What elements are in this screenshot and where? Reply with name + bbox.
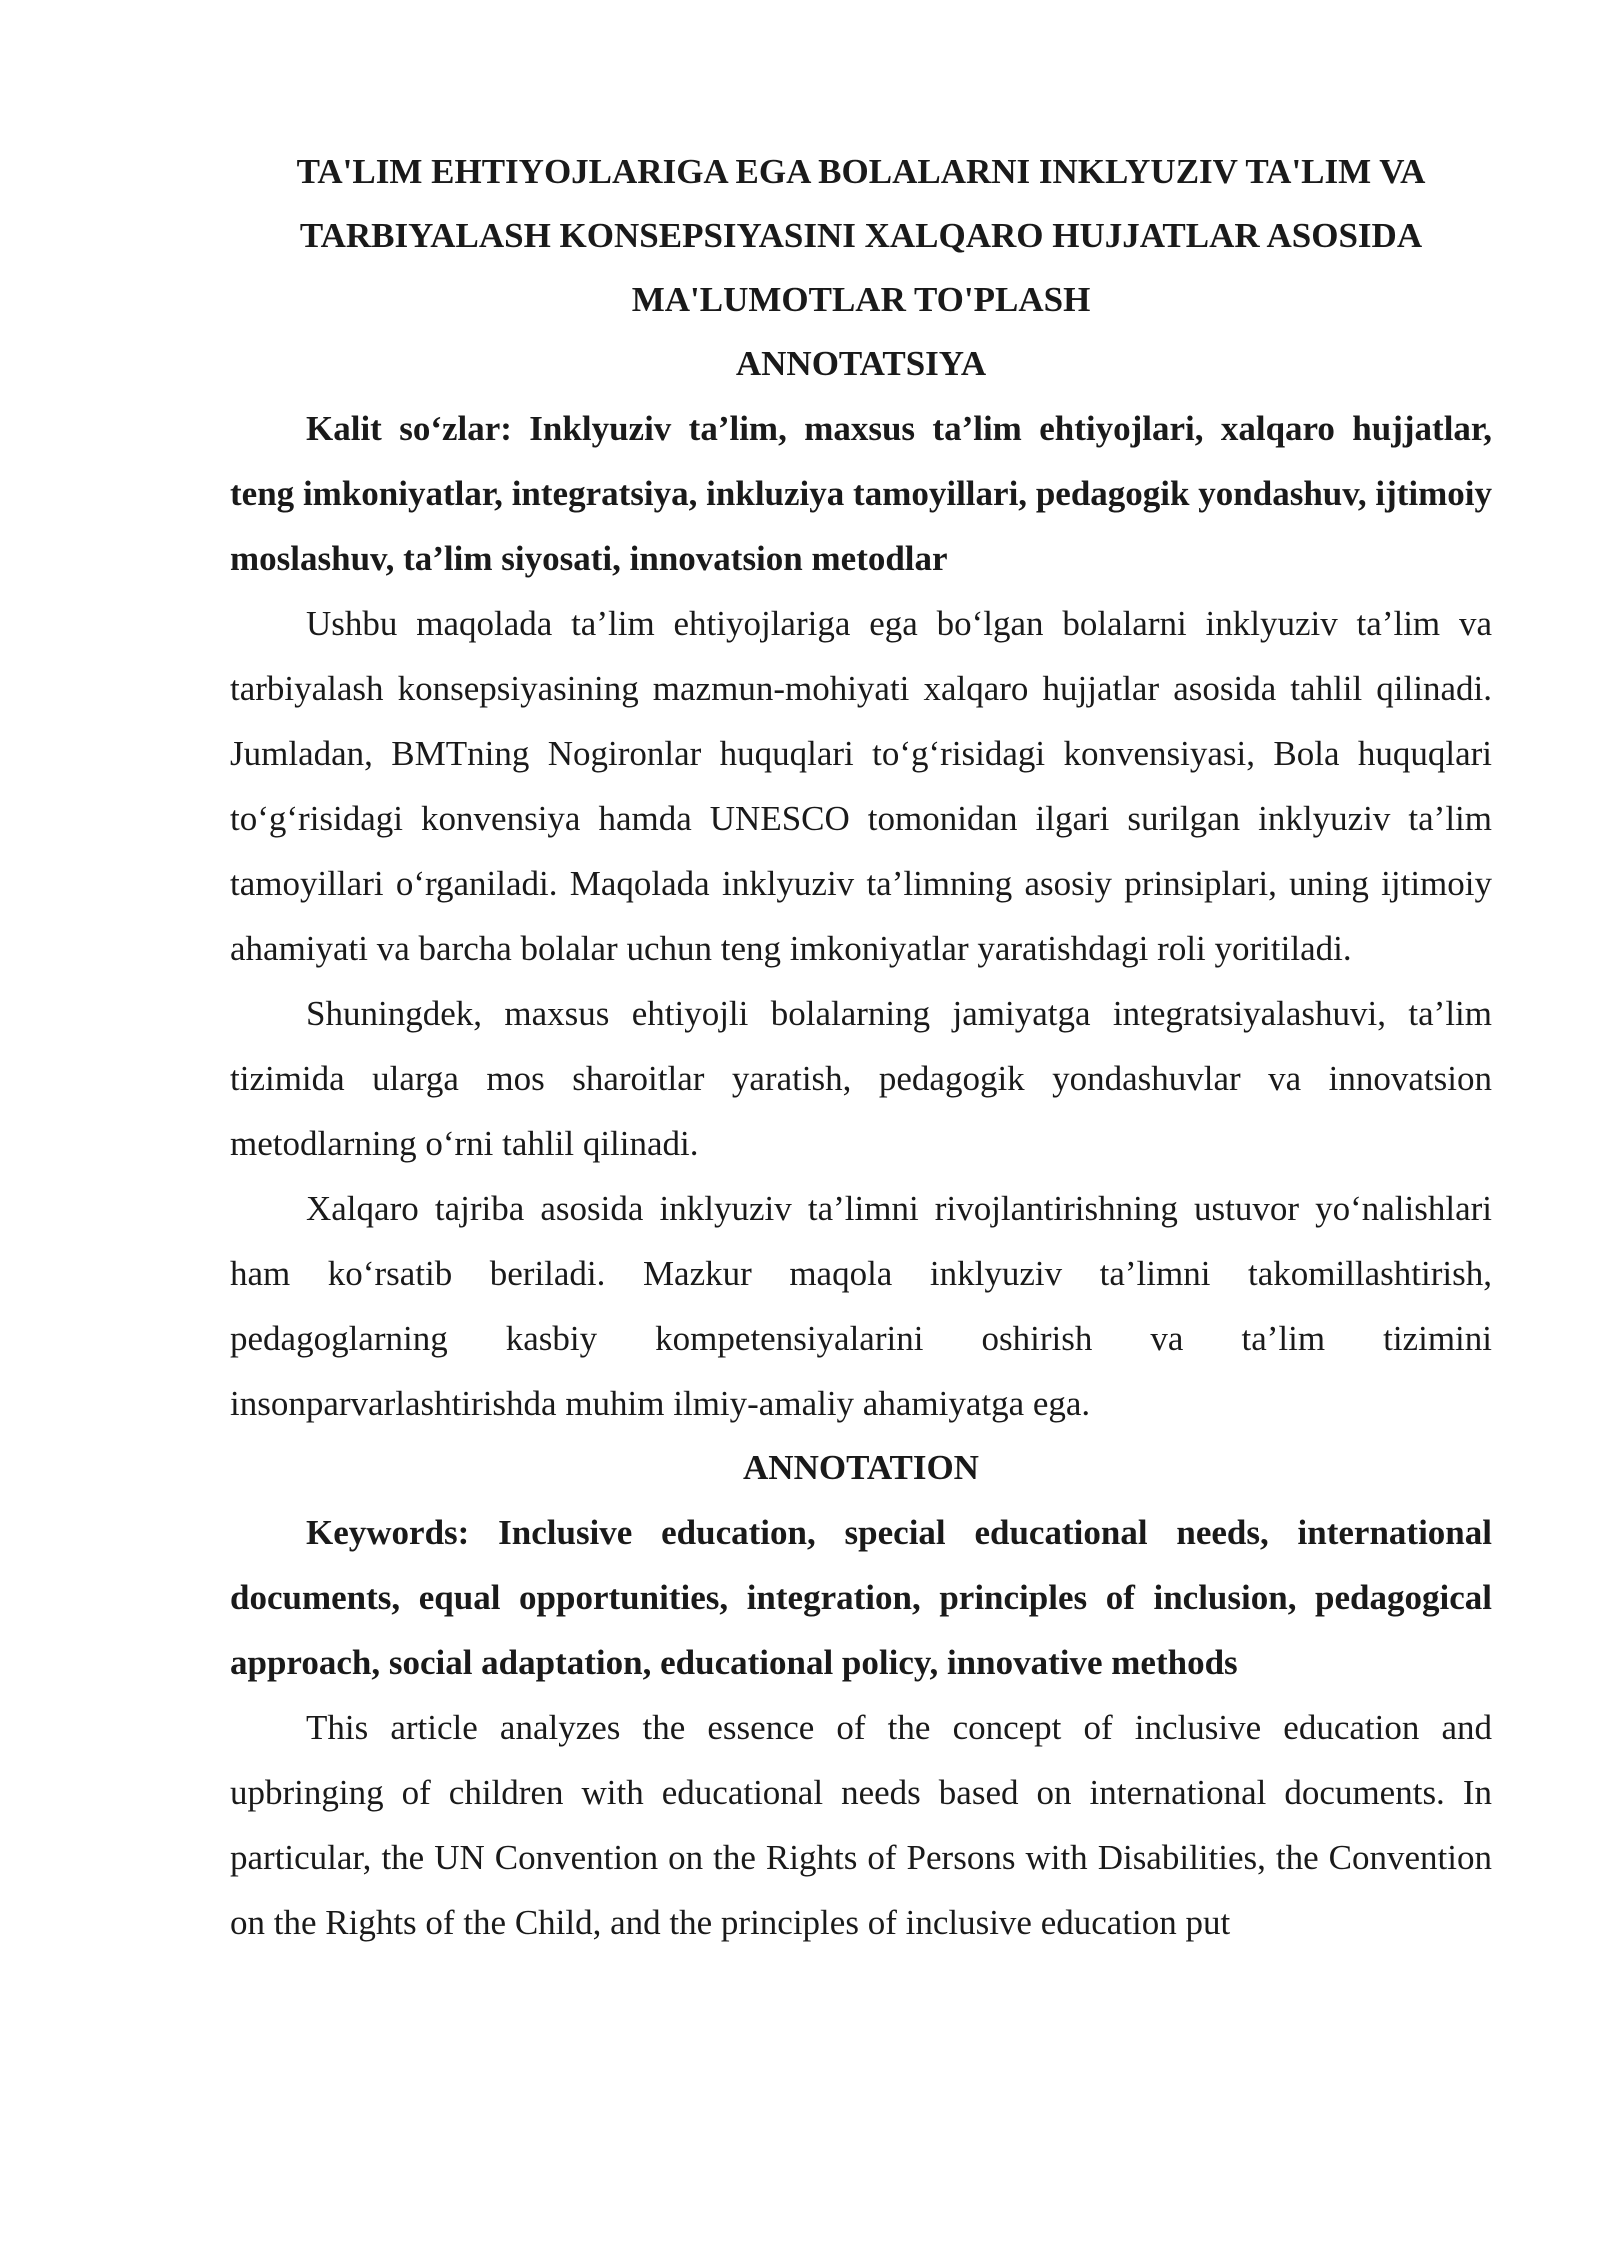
uz-annotation-heading: ANNOTATSIYA xyxy=(735,344,987,383)
en-keywords: Keywords: Inclusive education, special educational needs, international documents, equal opportunities, integration, principles of inclusion, pedagogical approach, social adaptation, educational policy, innovative methods xyxy=(230,1513,1492,1682)
uz-keywords: Kalit so‘zlar: Inklyuziv ta’lim, maxsus ta’lim ehtiyojlari, xalqaro hujjatlar, teng imkoniyatlar, integratsiya, inkluziya tamoyillari, pedagogik yondashuv, ijtimoiy moslashuv, ta’lim siyosati, innovatsion metodlar xyxy=(230,409,1492,578)
uz-paragraph-3: Xalqaro tajriba asosida inklyuziv ta’limni rivojlantirishning ustuvor yo‘nalishlari ham ko‘rsatib beriladi. Mazkur maqola inklyuziv ta’limni takomillashtirish, pedagoglarning kasbiy kompetensiyalarini oshirish va ta’lim tizimini insonparvarlashtirishda muhim ilmiy-amaliy ahamiyatga ega. xyxy=(230,1189,1492,1423)
title-line-2: TARBIYALASH KONSEPSIYASINI XALQARO HUJJATLAR ASOSIDA xyxy=(299,216,1423,255)
en-annotation-heading: ANNOTATION xyxy=(743,1448,979,1487)
title-line-1: TA'LIM EHTIYOJLARIGA EGA BOLALARNI INKLYUZIV TA'LIM VA xyxy=(296,152,1426,191)
document-page xyxy=(230,140,1492,1955)
en-paragraph-1: This article analyzes the essence of the concept of inclusive education and upbringing of children with educational needs based on international documents. In particular, the UN Convention on the Rights of Persons with Disabilities, the Convention on the Rights of the Child, and the principles of inclusive education put xyxy=(230,1708,1492,1942)
paper-title xyxy=(230,140,1492,332)
uz-paragraph-2: Shuningdek, maxsus ehtiyojli bolalarning jamiyatga integratsiyalashuvi, ta’lim tizimida ularga mos sharoitlar yaratish, pedagogik yondashuvlar va innovatsion metodlarning o‘rni tahlil qilinadi. xyxy=(230,994,1492,1163)
title-line-3: MA'LUMOTLAR TO'PLASH xyxy=(631,280,1091,319)
uz-paragraph-1: Ushbu maqolada ta’lim ehtiyojlariga ega bo‘lgan bolalarni inklyuziv ta’lim va tarbiyalash konsepsiyasining mazmun-mohiyati xalqaro hujjatlar asosida tahlil qilinadi. Jumladan, BMTning Nogironlar huquqlari to‘g‘risidagi konvensiyasi, Bola huquqlari to‘g‘risidagi konvensiya hamda UNESCO tomonidan ilgari surilgan inklyuziv ta’lim tamoyillari o‘rganiladi. Maqolada inklyuziv ta’limning asosiy prinsiplari, uning ijtimoiy ahamiyati va barcha bolalar uchun teng imkoniyatlar yaratishdagi roli yoritiladi. xyxy=(230,604,1492,968)
